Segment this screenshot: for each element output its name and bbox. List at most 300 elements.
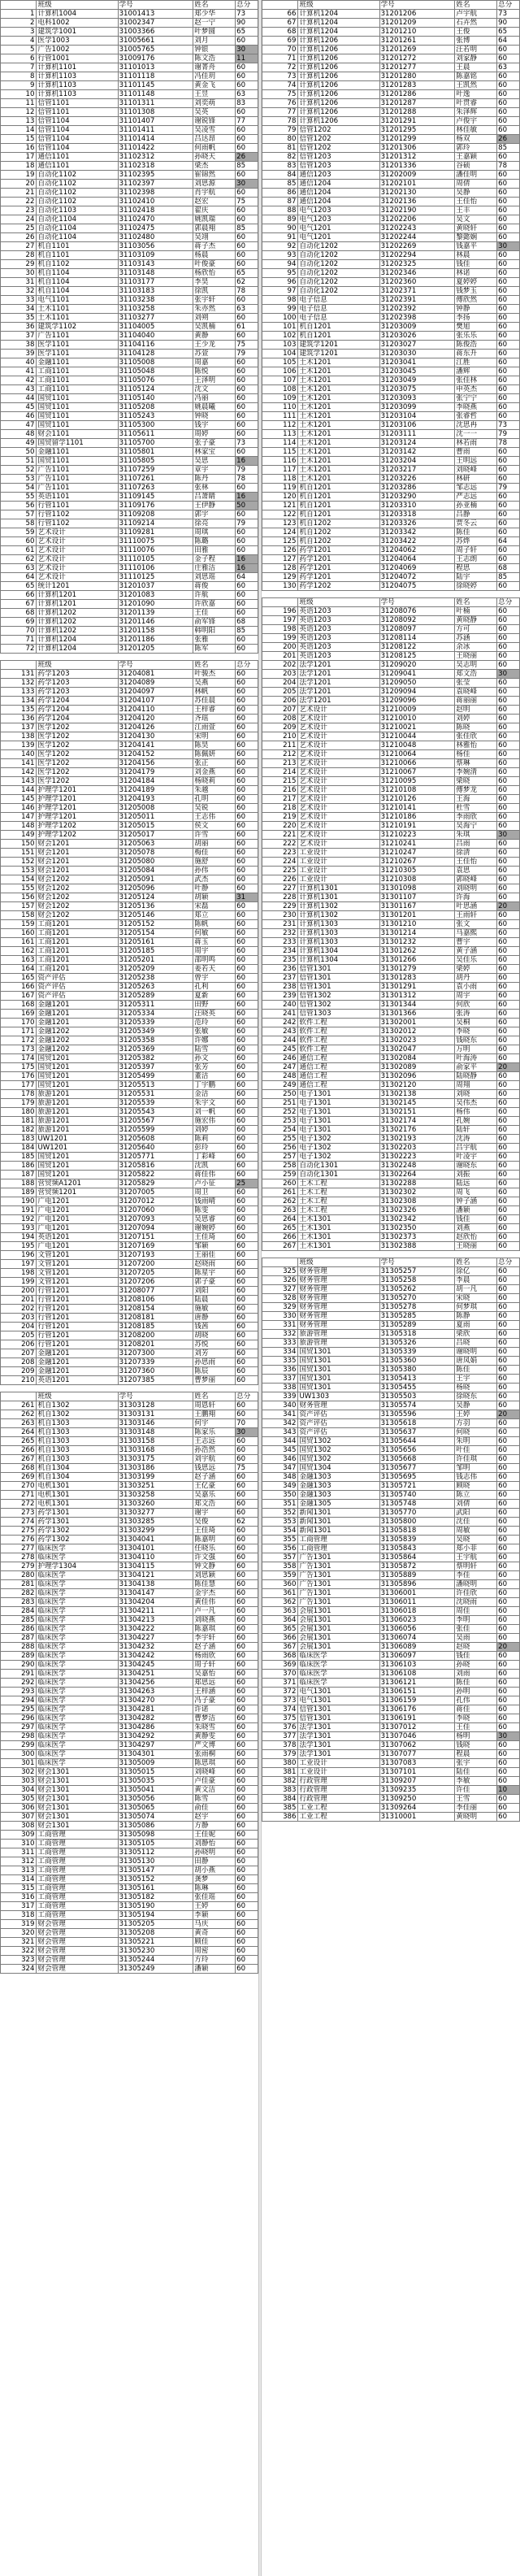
class-cell: 财务管理 (298, 1294, 379, 1303)
class-cell: 计算机1301 (298, 893, 379, 902)
class-cell: 护理学1202 (37, 831, 118, 840)
class-cell: 行政管理 (298, 1777, 379, 1786)
table-row (1, 305, 258, 314)
student-id-cell: 31210064 (379, 750, 455, 759)
table-row (1, 1875, 258, 1884)
row-index: 316 (1, 1893, 37, 1902)
score-cell: 60 (497, 661, 520, 670)
class-cell: 机自1302 (37, 1410, 118, 1419)
student-id-cell: 31204089 (118, 679, 193, 688)
row-index: 140 (1, 750, 37, 759)
class-cell: 护理学1201 (37, 786, 118, 795)
row-index: 227 (262, 884, 298, 893)
header-row (262, 1258, 520, 1267)
name-cell: 叶俊豪 (193, 260, 236, 269)
student-id-cell: 31305637 (379, 1428, 455, 1437)
row-index: 81 (262, 144, 298, 153)
row-index: 184 (1, 1144, 37, 1153)
row-index: 344 (262, 1437, 298, 1446)
score-cell: 60 (236, 1358, 258, 1367)
student-id-cell: 31304292 (118, 1732, 193, 1741)
class-cell: 工商管理 (298, 1544, 379, 1553)
score-cell: 60 (236, 296, 258, 305)
row-index: 342 (262, 1419, 298, 1428)
student-id-cell: 31302308 (379, 1197, 455, 1206)
class-cell: 电子1302 (298, 1135, 379, 1144)
student-id-cell: 31207205 (118, 1269, 193, 1278)
name-cell: 蒋佳伟 (193, 1171, 236, 1179)
score-cell: 60 (236, 1010, 258, 1019)
name-cell: 蒋丽丽 (455, 697, 497, 706)
class-cell: 机自1303 (37, 1446, 118, 1455)
student-id-cell: 31305339 (379, 1348, 455, 1357)
row-index: 313 (1, 1866, 37, 1875)
table-row (262, 1705, 520, 1714)
student-id-cell: 31201186 (118, 636, 193, 645)
row-index: 156 (1, 893, 37, 902)
table-row (1, 1419, 258, 1428)
score-cell: 60 (236, 670, 258, 679)
student-id-cell: 31306097 (379, 1652, 455, 1661)
name-cell: 张雨桐 (193, 1750, 236, 1759)
table-row (1, 822, 258, 831)
table-row (1, 72, 258, 81)
score-cell: 60 (497, 795, 520, 804)
score-cell: 60 (497, 1509, 520, 1518)
table-row (1, 582, 258, 591)
column-header: 班级 (298, 1, 379, 10)
table-row (1, 1714, 258, 1723)
score-cell: 60 (497, 528, 520, 537)
student-id-cell: 31305230 (118, 1947, 193, 1956)
score-cell: 60 (497, 546, 520, 555)
name-cell: 袁思 (455, 867, 497, 875)
name-cell: 黄佳伟 (193, 1598, 236, 1607)
score-cell: 60 (497, 1723, 520, 1732)
class-cell: 旅游管理 (298, 1330, 379, 1339)
table-row (262, 1384, 520, 1392)
table-row (262, 875, 520, 884)
table-row (262, 1135, 520, 1144)
name-cell: 陆远 (455, 1179, 497, 1188)
student-id-cell: 31305596 (379, 1410, 455, 1419)
class-cell: 机自1201 (298, 332, 379, 341)
student-id-cell: 31302288 (379, 1179, 455, 1188)
class-cell: 通信1203 (298, 171, 379, 180)
name-cell: 郭晨翔 (193, 224, 236, 233)
score-cell: 60 (497, 1455, 520, 1464)
name-cell: 周密 (193, 1947, 236, 1956)
score-cell: 60 (497, 1428, 520, 1437)
row-index: 137 (1, 723, 37, 732)
table-row (262, 1455, 520, 1464)
class-cell: 电科1002 (37, 19, 118, 28)
score-cell: 60 (236, 1562, 258, 1571)
score-cell: 62 (236, 1518, 258, 1527)
name-cell: 傅欣然 (455, 296, 497, 305)
table-row (1, 867, 258, 875)
row-index: 205 (1, 1331, 37, 1340)
row-index: 147 (1, 813, 37, 822)
name-cell: 王雪 (455, 1795, 497, 1804)
table-row (1, 618, 258, 627)
student-id-cell: 31305896 (379, 1580, 455, 1589)
student-id-cell: 31102318 (118, 162, 193, 171)
row-index: 203 (1, 1314, 37, 1323)
row-index: 152 (1, 858, 37, 867)
class-cell: 临床医学 (298, 1652, 379, 1661)
row-index: 382 (262, 1777, 298, 1786)
student-id-cell: 31305721 (379, 1482, 455, 1491)
student-id-cell: 31304147 (118, 1589, 193, 1598)
name-cell: 王海 (455, 795, 497, 804)
score-cell: 60 (236, 1705, 258, 1714)
row-index: 361 (262, 1589, 298, 1598)
row-index: 123 (262, 519, 298, 528)
score-cell: 60 (497, 519, 520, 528)
student-id-cell: 31205152 (118, 920, 193, 929)
student-id-cell: 31109145 (118, 493, 193, 502)
student-id-cell: 31302176 (379, 1126, 455, 1135)
score-cell: 60 (497, 1607, 520, 1616)
row-index: 210 (262, 732, 298, 741)
class-cell: 临床医学 (37, 1670, 118, 1679)
table-row (262, 1233, 520, 1242)
class-cell: 通信1101 (37, 153, 118, 162)
name-cell: 徐晓婷 (455, 582, 497, 591)
student-id-cell: 31107261 (118, 475, 193, 484)
score-cell: 60 (236, 715, 258, 723)
student-id-cell: 31302223 (379, 1153, 455, 1162)
row-index: 73 (262, 72, 298, 81)
name-cell: 胡颖 (193, 893, 236, 902)
class-cell: 计算机1206 (298, 90, 379, 99)
row-index: 335 (262, 1357, 298, 1366)
name-cell: 沈佳 (455, 1518, 497, 1527)
table-row (1, 1670, 258, 1679)
row-index: 43 (1, 385, 37, 394)
student-id-cell: 31208200 (118, 1331, 193, 1340)
student-id-cell: 31307046 (379, 1732, 455, 1741)
class-cell: 艺术设计 (298, 759, 379, 768)
table-row (1, 1947, 258, 1956)
student-id-cell: 31309207 (379, 1777, 455, 1786)
class-cell: 信管1101 (37, 99, 118, 108)
class-cell: 计算机1206 (298, 72, 379, 81)
row-index: 262 (262, 1197, 298, 1206)
score-cell: 60 (497, 1750, 520, 1759)
score-cell: 60 (236, 1688, 258, 1696)
score-cell: 60 (236, 1956, 258, 1965)
student-id-cell: 31204107 (118, 697, 193, 706)
row-index: 2 (1, 19, 37, 28)
name-cell: 叶梦圆 (193, 28, 236, 37)
student-id-cell: 31202398 (379, 314, 455, 323)
name-cell: 刘晓峰 (455, 466, 497, 475)
score-cell: 60 (236, 1233, 258, 1242)
table-row (262, 634, 520, 643)
class-cell: 自动化1102 (37, 171, 118, 180)
score-cell: 64 (236, 573, 258, 582)
class-cell: 临床医学 (37, 1553, 118, 1562)
class-cell: 艺术设计 (298, 723, 379, 732)
score-cell: 60 (497, 768, 520, 777)
name-cell: 王佳琦 (193, 1233, 236, 1242)
name-cell: 钱志伟 (455, 1473, 497, 1482)
row-index: 126 (262, 546, 298, 555)
table-row (1, 1482, 258, 1491)
class-cell: 艺术设计 (298, 777, 379, 786)
table-row (262, 180, 520, 189)
table-row (262, 37, 520, 46)
class-cell: 工商管理 (37, 1866, 118, 1875)
name-cell: 刘婷 (193, 1126, 236, 1135)
name-cell: 林家宝 (193, 448, 236, 457)
table-row (1, 1562, 258, 1571)
class-cell: 自动化1202 (298, 251, 379, 260)
name-cell: 刘朔 (193, 314, 236, 323)
student-id-cell: 31305105 (118, 1840, 193, 1848)
row-index: 201 (262, 652, 298, 661)
name-cell: 张文 (455, 920, 497, 929)
class-cell: 临床医学 (37, 1732, 118, 1741)
class-cell: 英语1203 (298, 634, 379, 643)
score-cell: 60 (497, 1224, 520, 1233)
score-cell: 60 (497, 1206, 520, 1215)
class-cell: 机自1201 (298, 323, 379, 332)
score-cell: 60 (236, 63, 258, 72)
row-index: 261 (1, 1401, 37, 1410)
row-index: 340 (262, 1401, 298, 1410)
row-index: 296 (1, 1714, 37, 1723)
score-cell: 60 (236, 840, 258, 849)
student-id-cell: 31203342 (379, 528, 455, 537)
class-cell: 临床医学 (37, 1714, 118, 1723)
student-id-cell: 31205263 (118, 983, 193, 992)
row-index: 119 (262, 484, 298, 493)
score-cell: 62 (236, 278, 258, 287)
score-cell: 60 (236, 1144, 258, 1153)
row-index: 299 (1, 1741, 37, 1750)
score-cell: 85 (497, 144, 520, 153)
table-row (1, 858, 258, 867)
table-row (262, 233, 520, 242)
score-cell: 60 (497, 1171, 520, 1179)
class-cell: 机自1104 (37, 269, 118, 278)
class-cell: 计算机1206 (298, 99, 379, 108)
row-index: 245 (262, 1045, 298, 1054)
table-row (262, 1294, 520, 1303)
student-id-cell: 31204062 (379, 546, 455, 555)
score-cell: 79 (236, 519, 258, 528)
score-cell: 60 (497, 920, 520, 929)
class-cell: 电子1302 (298, 1144, 379, 1153)
row-index: 82 (262, 153, 298, 162)
row-index: 187 (1, 1171, 37, 1179)
student-id-cell: 31103148 (118, 269, 193, 278)
row-index: 238 (262, 983, 298, 992)
row-index: 308 (1, 1822, 37, 1831)
row-index: 263 (1, 1419, 37, 1428)
score-cell: 60 (497, 1589, 520, 1598)
student-id-cell: 31306108 (379, 1670, 455, 1679)
score-cell: 10 (497, 1786, 520, 1795)
name-cell: 俞军锋 (193, 618, 236, 627)
score-cell: 60 (497, 1330, 520, 1339)
table-row (262, 564, 520, 573)
row-index: 161 (1, 938, 37, 947)
name-cell: 吴翊 (193, 233, 236, 242)
student-id-cell: 31204075 (379, 582, 455, 591)
student-id-cell: 31101414 (118, 135, 193, 144)
table-row (262, 493, 520, 502)
score-cell: 25 (236, 1179, 258, 1188)
score-cell: 85 (236, 224, 258, 233)
score-cell: 60 (497, 180, 520, 189)
class-cell: 旅游1201 (37, 1108, 118, 1117)
class-cell: 行管1201 (37, 1296, 118, 1305)
student-id-cell: 31205608 (118, 1135, 193, 1144)
class-cell: 土木1101 (37, 314, 118, 323)
table-row (1, 1473, 258, 1482)
student-id-cell: 31205011 (118, 813, 193, 822)
row-index: 157 (1, 902, 37, 911)
column-header: 班级 (37, 1392, 118, 1401)
class-cell: 临床医学 (37, 1616, 118, 1625)
student-id-cell: 31305161 (118, 1884, 193, 1893)
score-cell: 60 (236, 1054, 258, 1063)
name-cell: 孙亚楠 (455, 502, 497, 510)
table-row (1, 884, 258, 893)
row-index: 64 (1, 573, 37, 582)
class-cell: 金融1201 (37, 1358, 118, 1367)
class-cell: 行管1102 (37, 519, 118, 528)
class-cell: 英语1203 (298, 652, 379, 661)
class-cell: 财会1301 (37, 1777, 118, 1786)
row-index: 131 (1, 670, 37, 679)
class-cell: 财会1201 (37, 849, 118, 858)
name-cell: 叶静 (193, 884, 236, 893)
table-row (1, 421, 258, 430)
score-cell: 60 (236, 1911, 258, 1920)
class-cell: 国贸1101 (37, 421, 118, 430)
name-cell: 王佳琦 (193, 1527, 236, 1536)
class-cell: 药学1201 (298, 573, 379, 582)
table-row (262, 974, 520, 983)
name-cell: 傅梦龙 (455, 786, 497, 795)
name-cell: 林研 (455, 475, 497, 484)
name-cell: 刘晓峰 (193, 1768, 236, 1777)
student-id-cell: 31210126 (379, 795, 455, 804)
student-id-cell: 31205146 (118, 911, 193, 920)
name-cell: 李明 (455, 1616, 497, 1625)
class-cell: 机自1303 (37, 1455, 118, 1464)
name-cell: 卢俊宇 (455, 117, 497, 126)
score-cell: 60 (236, 1723, 258, 1732)
student-id-cell: 31201286 (379, 90, 455, 99)
class-cell: 法学1201 (298, 688, 379, 697)
table-row (1, 956, 258, 965)
class-cell: 计算机1206 (298, 46, 379, 54)
row-index: 150 (1, 840, 37, 849)
score-cell: 60 (497, 1303, 520, 1312)
student-id-cell: 31109176 (118, 502, 193, 510)
student-id-cell: 31302138 (379, 1090, 455, 1099)
row-index: 225 (262, 867, 298, 875)
name-cell: 王明远 (455, 457, 497, 466)
student-id-cell: 31203075 (379, 385, 455, 394)
name-cell: 宋磊 (193, 902, 236, 911)
student-id-cell: 31204141 (118, 741, 193, 750)
class-cell: 土木1201 (298, 439, 379, 448)
score-cell: 90 (497, 19, 520, 28)
name-cell: 王俊 (455, 28, 497, 37)
student-id-cell: 31205136 (118, 902, 193, 911)
name-cell: 吴桐 (455, 1019, 497, 1027)
name-cell: 唐静 (193, 1314, 236, 1323)
row-index: 11 (1, 99, 37, 108)
name-cell: 谢宇 (193, 1509, 236, 1518)
table-row (262, 153, 520, 162)
student-id-cell: 31305065 (118, 1804, 193, 1813)
row-index: 196 (1, 1251, 37, 1260)
class-cell: 金融1202 (37, 1045, 118, 1054)
name-cell: 苏萱 (193, 350, 236, 358)
student-id-cell: 31305695 (379, 1473, 455, 1482)
score-cell: 60 (236, 600, 258, 609)
score-cell: 60 (497, 305, 520, 314)
row-index: 130 (262, 582, 298, 591)
name-cell: 丁彩峰 (193, 1153, 236, 1162)
row-index: 125 (262, 537, 298, 546)
class-cell: 文管1201 (37, 1260, 118, 1269)
student-id-cell: 31107263 (118, 484, 193, 493)
table-row (1, 1571, 258, 1580)
row-index: 371 (262, 1679, 298, 1688)
student-id-cell: 31009176 (118, 54, 193, 63)
class-cell: 计算机1201 (37, 591, 118, 600)
class-cell: 国贸1201 (37, 1063, 118, 1072)
table-row (262, 502, 520, 510)
name-cell: 程思 (455, 564, 497, 573)
row-index: 292 (1, 1679, 37, 1688)
header-blank-cell (262, 1258, 298, 1267)
row-index: 248 (262, 1072, 298, 1081)
table-row (262, 786, 520, 795)
score-cell: 60 (236, 688, 258, 697)
score-cell: 60 (497, 1188, 520, 1197)
table-row (262, 269, 520, 278)
student-id-cell: 31301214 (379, 929, 455, 938)
name-cell: 朱泽辉 (455, 108, 497, 117)
name-cell: 冯丽 (193, 394, 236, 403)
class-cell: 资产评估 (37, 992, 118, 1001)
row-index: 53 (1, 475, 37, 484)
score-cell: 60 (236, 1410, 258, 1419)
student-id-cell: 31210067 (379, 768, 455, 777)
table-row (262, 893, 520, 902)
name-cell: 夏雨 (455, 1321, 497, 1330)
student-id-cell: 31205209 (118, 965, 193, 974)
student-id-cell: 31302089 (379, 1063, 455, 1072)
score-cell: 60 (497, 616, 520, 625)
class-cell: 旅游管理 (298, 1339, 379, 1348)
class-cell: 财会1201 (37, 867, 118, 875)
class-cell: 英语1203 (298, 607, 379, 616)
score-cell: 60 (497, 643, 520, 652)
table-row (262, 582, 520, 591)
student-id-cell: 31104128 (118, 350, 193, 358)
